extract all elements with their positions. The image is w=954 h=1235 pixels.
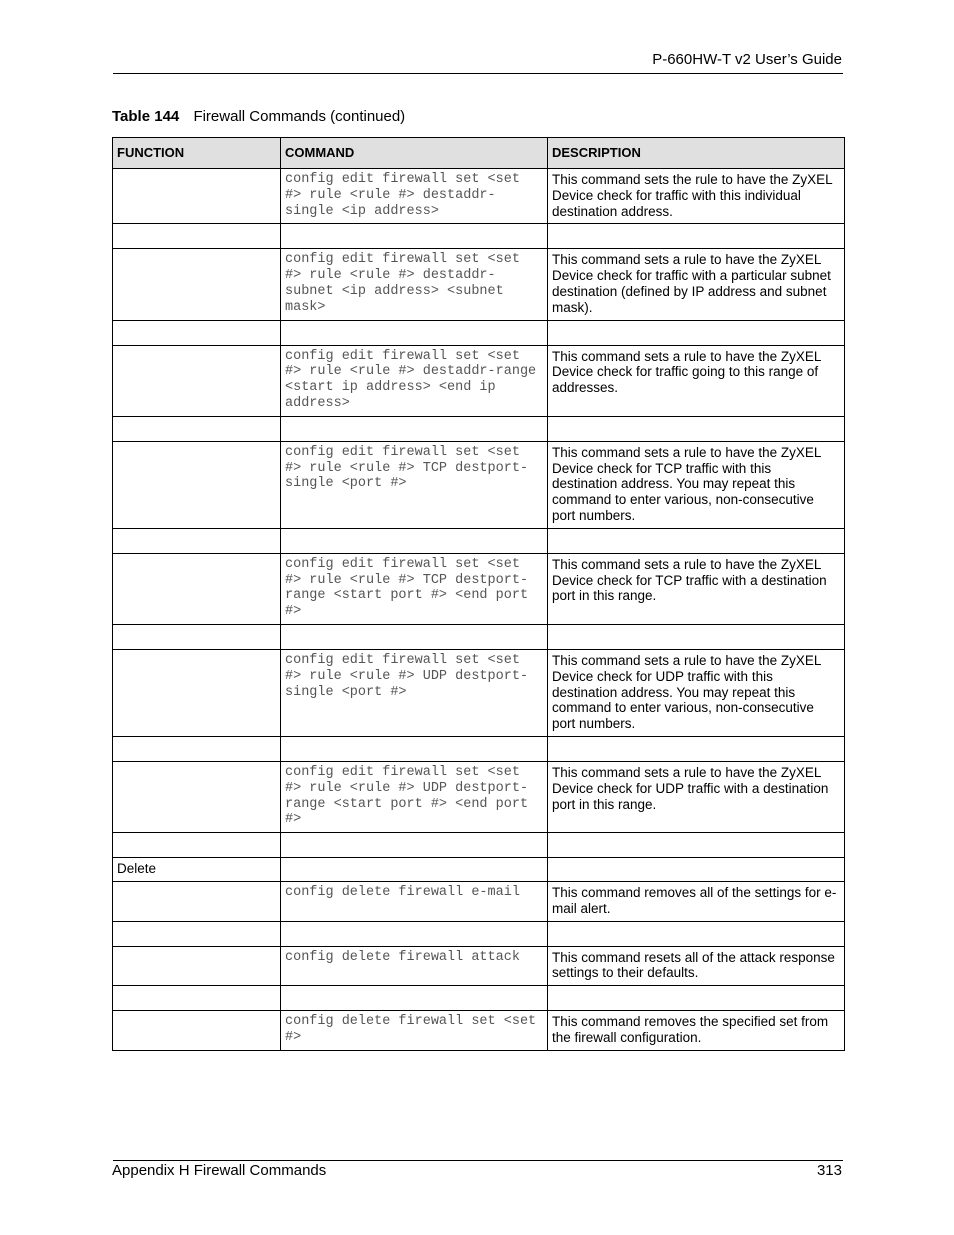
table-caption-text: Firewall Commands (continued) bbox=[193, 108, 406, 125]
description-cell bbox=[548, 528, 845, 553]
table-row bbox=[113, 649, 845, 736]
command-cell bbox=[281, 858, 548, 882]
description-cell: This command sets a rule to have the ZyXEL Device check for traffic with a particular subnet destination (defined by IP address and subnet mask). bbox=[548, 249, 845, 320]
description-cell: This command resets all of the attack response settings to their defaults. bbox=[548, 946, 845, 986]
command-cell bbox=[281, 986, 548, 1011]
command-cell bbox=[281, 624, 548, 649]
table-row bbox=[113, 320, 845, 345]
table-caption bbox=[112, 108, 405, 125]
table-row bbox=[113, 345, 845, 416]
description-cell bbox=[548, 921, 845, 946]
table-row bbox=[113, 416, 845, 441]
table-body bbox=[113, 169, 845, 1051]
command-cell: config edit firewall set <set #> rule <rule #> UDP destport-range <start port #> <end port #> bbox=[281, 761, 548, 832]
description-cell bbox=[548, 858, 845, 882]
command-cell: config edit firewall set <set #> rule <rule #> destaddr-subnet <ip address> <subnet mask> bbox=[281, 249, 548, 320]
function-cell bbox=[113, 986, 281, 1011]
footer-page-number: 313 bbox=[816, 1162, 842, 1179]
command-cell: config delete firewall e-mail bbox=[281, 881, 548, 921]
description-cell bbox=[548, 736, 845, 761]
command-cell: config edit firewall set <set #> rule <rule #> TCP destport-range <start port #> <end port #> bbox=[281, 553, 548, 624]
description-cell bbox=[548, 986, 845, 1011]
command-cell: config delete firewall set <set #> bbox=[281, 1011, 548, 1051]
function-cell bbox=[113, 833, 281, 858]
command-cell bbox=[281, 320, 548, 345]
footer-section-title: Appendix H Firewall Commands bbox=[112, 1162, 327, 1179]
running-header-title: P-660HW-T v2 User’s Guide bbox=[652, 51, 842, 68]
function-cell bbox=[113, 320, 281, 345]
column-header-function: FUNCTION bbox=[113, 138, 281, 169]
function-cell bbox=[113, 761, 281, 832]
command-cell bbox=[281, 224, 548, 249]
table-row bbox=[113, 169, 845, 224]
function-cell bbox=[113, 553, 281, 624]
command-cell bbox=[281, 921, 548, 946]
function-cell: Delete bbox=[113, 858, 281, 882]
description-cell bbox=[548, 833, 845, 858]
function-cell bbox=[113, 249, 281, 320]
table-row bbox=[113, 224, 845, 249]
table-row bbox=[113, 986, 845, 1011]
function-cell bbox=[113, 416, 281, 441]
header-divider bbox=[113, 73, 843, 74]
function-cell bbox=[113, 649, 281, 736]
table-row bbox=[113, 833, 845, 858]
command-cell: config delete firewall attack bbox=[281, 946, 548, 986]
table-header-row bbox=[113, 138, 845, 169]
description-cell: This command sets a rule to have the ZyXEL Device check for UDP traffic with a destination port in this range. bbox=[548, 761, 845, 832]
command-cell: config edit firewall set <set #> rule <rule #> destaddr-single <ip address> bbox=[281, 169, 548, 224]
table-row bbox=[113, 761, 845, 832]
function-cell bbox=[113, 345, 281, 416]
command-cell bbox=[281, 528, 548, 553]
description-cell bbox=[548, 320, 845, 345]
table-caption-number: Table 144 bbox=[112, 108, 180, 125]
description-cell: This command sets a rule to have the ZyXEL Device check for TCP traffic with a destination port in this range. bbox=[548, 553, 845, 624]
table-row bbox=[113, 1011, 845, 1051]
table-row bbox=[113, 249, 845, 320]
table-row bbox=[113, 736, 845, 761]
command-cell: config edit firewall set <set #> rule <rule #> TCP destport-single <port #> bbox=[281, 441, 548, 528]
command-cell bbox=[281, 416, 548, 441]
function-cell bbox=[113, 528, 281, 553]
footer-divider bbox=[113, 1160, 843, 1161]
table-row bbox=[113, 921, 845, 946]
command-cell bbox=[281, 833, 548, 858]
command-cell bbox=[281, 736, 548, 761]
column-header-description: DESCRIPTION bbox=[548, 138, 845, 169]
description-cell: This command removes all of the settings for e-mail alert. bbox=[548, 881, 845, 921]
description-cell bbox=[548, 224, 845, 249]
table-row bbox=[113, 624, 845, 649]
function-cell bbox=[113, 736, 281, 761]
command-cell: config edit firewall set <set #> rule <rule #> destaddr-range <start ip address> <end ip address> bbox=[281, 345, 548, 416]
function-cell bbox=[113, 441, 281, 528]
description-cell: This command sets a rule to have the ZyXEL Device check for TCP traffic with this destination address. You may repeat this command to enter various, non-consecutive port numbers. bbox=[548, 441, 845, 528]
function-cell bbox=[113, 881, 281, 921]
description-cell bbox=[548, 416, 845, 441]
description-cell: This command sets a rule to have the ZyXEL Device check for traffic going to this range of addresses. bbox=[548, 345, 845, 416]
function-cell bbox=[113, 921, 281, 946]
column-header-command: COMMAND bbox=[281, 138, 548, 169]
table-row bbox=[113, 528, 845, 553]
table-row bbox=[113, 553, 845, 624]
table-row bbox=[113, 881, 845, 921]
table-row bbox=[113, 858, 845, 882]
function-cell bbox=[113, 624, 281, 649]
table-row bbox=[113, 441, 845, 528]
description-cell: This command sets a rule to have the ZyXEL Device check for UDP traffic with this destination address. You may repeat this command to enter various, non-consecutive port numbers. bbox=[548, 649, 845, 736]
firewall-commands-table bbox=[112, 137, 845, 1051]
command-cell: config edit firewall set <set #> rule <rule #> UDP destport-single <port #> bbox=[281, 649, 548, 736]
table-row bbox=[113, 946, 845, 986]
description-cell: This command removes the specified set from the firewall configuration. bbox=[548, 1011, 845, 1051]
function-cell bbox=[113, 1011, 281, 1051]
description-cell: This command sets the rule to have the ZyXEL Device check for traffic with this individual destination address. bbox=[548, 169, 845, 224]
description-cell bbox=[548, 624, 845, 649]
function-cell bbox=[113, 224, 281, 249]
function-cell bbox=[113, 169, 281, 224]
function-cell bbox=[113, 946, 281, 986]
